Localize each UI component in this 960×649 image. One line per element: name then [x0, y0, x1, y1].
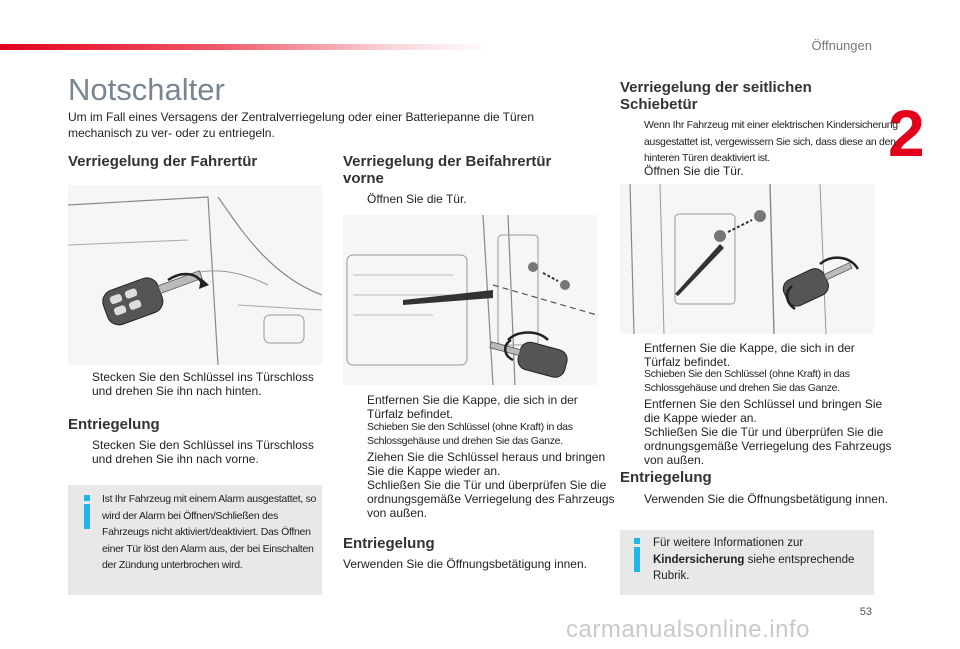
passenger-unlock-text: Verwenden Sie die Öffnungsbetätigung innen. — [343, 557, 587, 571]
info-icon — [80, 495, 94, 529]
child-lock-info-box — [620, 530, 874, 595]
info-icon — [630, 538, 644, 572]
passenger-unlock-heading: Entriegelung — [343, 535, 435, 552]
section-title: Öffnungen — [811, 38, 872, 53]
sliding-unlock-heading: Entriegelung — [620, 469, 712, 486]
alarm-info-box — [68, 485, 322, 595]
sliding-step-4: Schließen Sie die Tür und überprüfen Sie die ordnungsgemäße Verriegelung des Fahrzeugs von außen. — [644, 425, 892, 467]
sliding-door-drawing — [620, 184, 874, 334]
chapter-number: 2 — [888, 96, 925, 170]
page-title: Notschalter — [68, 72, 225, 107]
driver-lock-step: Stecken Sie den Schlüssel ins Türschloss und drehen Sie ihn nach hinten. — [92, 370, 314, 398]
passenger-step-2: Schieben Sie den Schlüssel (ohne Kraft) in das Schlossgehäuse und drehen Sie das Ganze. — [367, 421, 573, 447]
alarm-info-text: Ist Ihr Fahrzeug mit einem Alarm ausgestattet, so wird der Alarm bei Öffnen/Schließen des Fahrzeugs nicht aktiviert/deaktiviert. Das Öffnen einer Tür löst den Alarm aus, der bei Einschalten der Zündung unterbrochen wird. — [102, 493, 317, 571]
driver-unlock-heading: Entriegelung — [68, 416, 160, 433]
driver-door-drawing — [68, 185, 322, 365]
child-lock-info-text: Für weitere Informationen zur Kindersicherung siehe entsprechende Rubrik. — [653, 537, 855, 582]
passenger-step-1: Entfernen Sie die Kappe, die sich in der Türfalz befindet. — [367, 393, 578, 421]
intro-text: Um im Fall eines Versagens der Zentralverriegelung oder einer Batteriepanne die Türen mechanisch zu ver- oder zu entriegeln. — [68, 110, 535, 140]
passenger-open-step: Öffnen Sie die Tür. — [367, 192, 467, 206]
driver-door-illustration — [68, 185, 322, 365]
sliding-step-1: Entfernen Sie die Kappe, die sich in der Türfalz befindet. — [644, 341, 855, 369]
sliding-lock-heading: Verriegelung der seitlichen Schiebetür — [620, 79, 812, 113]
page-number: 53 — [859, 606, 872, 618]
watermark: carmanualsonline.info — [566, 616, 810, 643]
child-lock-term: Kindersicherung — [653, 553, 745, 566]
passenger-door-drawing — [343, 215, 597, 385]
sliding-door-illustration — [620, 184, 874, 334]
driver-lock-heading: Verriegelung der Fahrertür — [68, 153, 258, 170]
passenger-lock-heading: Verriegelung der Beifahrertür vorne — [343, 153, 552, 187]
child-lock-note: Wenn Ihr Fahrzeug mit einer elektrischen Kindersicherung ausgestattet ist, vergewissern Sie sich, dass diese an den hinteren Türen deaktiviert ist. — [644, 119, 898, 164]
passenger-door-illustration — [343, 215, 597, 385]
sliding-step-2: Schieben Sie den Schlüssel (ohne Kraft) in das Schlossgehäuse und drehen Sie das Ganze. — [644, 368, 850, 394]
passenger-step-4: Schließen Sie die Tür und überprüfen Sie die ordnungsgemäße Verriegelung des Fahrzeugs von außen. — [367, 478, 615, 520]
passenger-step-3: Ziehen Sie die Schlüssel heraus und bringen Sie die Kappe wieder an. — [367, 450, 606, 478]
sliding-step-3: Entfernen Sie den Schlüssel und bringen Sie die Kappe wieder an. — [644, 397, 883, 425]
sliding-unlock-step: Verwenden Sie die Öffnungsbetätigung innen. — [644, 492, 888, 506]
sliding-open-step: Öffnen Sie die Tür. — [644, 164, 744, 178]
driver-unlock-step: Stecken Sie den Schlüssel ins Türschloss und drehen Sie ihn nach vorne. — [92, 438, 314, 466]
header-accent-bar — [0, 44, 490, 50]
